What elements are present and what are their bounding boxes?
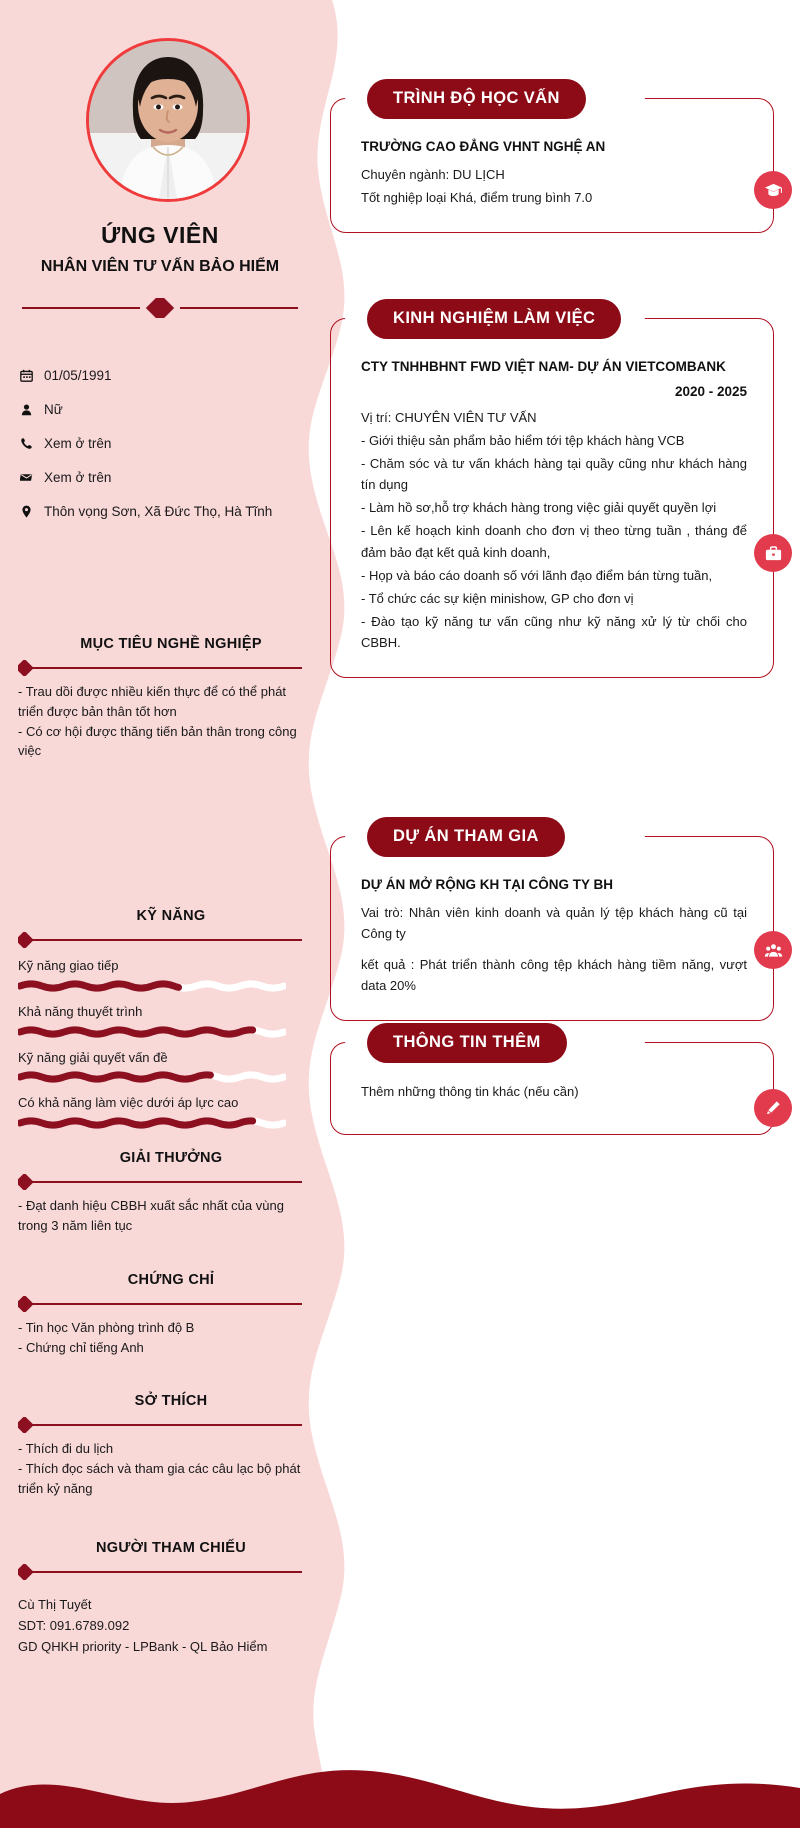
skill-item xyxy=(18,1048,302,1084)
skills-title: KỸ NĂNG xyxy=(136,908,206,924)
extra-pill-title: THÔNG TIN THÊM xyxy=(367,1023,567,1063)
objective-line: - Có cơ hội được thăng tiến bản thân trong công việc xyxy=(18,723,297,759)
certificate-line: - Tin học Văn phòng trình độ B xyxy=(18,1320,195,1335)
education-major: Chuyên ngành: DU LỊCH xyxy=(361,167,505,183)
people-group-icon xyxy=(754,931,792,969)
hobby-line: - Thích đi du lịch xyxy=(18,1441,114,1456)
skill-label: Kỹ năng giải quyết vấn đề xyxy=(18,1049,168,1065)
references-header xyxy=(18,1540,302,1570)
contact-item-email xyxy=(18,470,308,487)
award-line: - Đạt danh hiệu CBBH xuất sắc nhất của vùng trong 3 năm liên tục xyxy=(18,1198,284,1233)
graduation-cap-icon xyxy=(754,171,792,209)
person-icon xyxy=(18,402,34,416)
objective-title: MỤC TIÊU NGHỀ NGHIỆP xyxy=(80,636,262,652)
certificates-body xyxy=(18,1318,302,1358)
reference-line: SDT: 091.6789.092 xyxy=(18,1618,130,1634)
education-pill-title: TRÌNH ĐỘ HỌC VẤN xyxy=(367,79,586,119)
contact-item-gender xyxy=(18,402,308,419)
skill-label: Kỹ năng giao tiếp xyxy=(18,958,119,973)
skills-header xyxy=(18,908,302,938)
awards-header xyxy=(18,1150,302,1180)
skill-label: Có khả năng làm việc dưới áp lực cao xyxy=(18,1095,239,1111)
section-education xyxy=(322,89,774,233)
candidate-photo xyxy=(86,38,250,202)
contact-item-birthdate xyxy=(18,368,308,385)
extra-line: Thêm những thông tin khác (nếu cần) xyxy=(361,1084,579,1099)
pen-icon xyxy=(754,1089,792,1127)
contact-value: 01/05/1991 xyxy=(44,368,112,383)
skill-item xyxy=(18,1093,302,1129)
experience-card xyxy=(330,309,774,678)
certificates-title: CHỨNG CHỈ xyxy=(127,1272,215,1288)
contact-value: Xem ở trên xyxy=(44,435,112,451)
skill-progress-bar xyxy=(18,1117,286,1129)
section-divider xyxy=(18,1174,302,1190)
project-line: kết quả : Phát triển thành công tệp khách hàng tiềm năng, vượt data 20% xyxy=(361,957,747,994)
experience-bullet: - Giới thiệu sản phẩm bảo hiểm tới tệp khách hàng VCB xyxy=(361,433,685,449)
experience-date: 2020 - 2025 xyxy=(674,384,747,400)
section-divider xyxy=(18,1417,302,1433)
location-pin-icon xyxy=(18,504,34,518)
skill-item xyxy=(18,956,302,992)
skill-progress-bar xyxy=(18,1026,286,1038)
hobbies-header xyxy=(18,1393,302,1423)
experience-bullet: - Làm hồ sơ,hỗ trợ khách hàng trong việc giải quyết quyền lợi xyxy=(361,500,717,516)
section-divider xyxy=(18,932,302,948)
calendar-icon xyxy=(18,368,34,382)
certificates-header xyxy=(18,1272,302,1302)
projects-pill-title: DỰ ÁN THAM GIA xyxy=(367,817,565,857)
experience-pill-title: KINH NGHIỆM LÀM VIỆC xyxy=(367,299,621,339)
education-card xyxy=(330,89,774,233)
awards-title: GIẢI THƯỞNG xyxy=(119,1150,223,1166)
section-skills xyxy=(18,908,302,1139)
education-school: TRƯỜNG CAO ĐẲNG VHNT NGHỆ AN xyxy=(361,139,606,154)
objective-body xyxy=(18,682,302,761)
section-references xyxy=(18,1540,302,1657)
bottom-wave-decoration xyxy=(0,1758,800,1828)
experience-company: CTY TNHHBHNT FWD VIỆT NAM- DỰ ÁN VIETCOMBANK xyxy=(361,359,726,374)
candidate-role: NHÂN VIÊN TƯ VẤN BẢO HIỂM xyxy=(40,258,280,275)
candidate-name: ỨNG VIÊN xyxy=(101,222,219,248)
section-awards xyxy=(18,1150,302,1236)
project-line: Vai trò: Nhân viên kinh doanh và quản lý tệp khách hàng cũ tại Công ty xyxy=(361,905,747,942)
projects-card xyxy=(330,827,774,1021)
section-projects xyxy=(322,827,774,1021)
briefcase-icon xyxy=(754,534,792,572)
experience-bullet: - Họp và báo cáo doanh số với lãnh đạo điểm bán từng tuần, xyxy=(361,567,713,583)
skill-progress-bar xyxy=(18,1071,286,1083)
contact-item-phone xyxy=(18,436,308,453)
skill-progress-bar xyxy=(18,980,286,992)
name-divider xyxy=(22,298,298,318)
experience-position: Vị trí: CHUYÊN VIÊN TƯ VẤN xyxy=(361,410,537,426)
reference-line: GD QHKH priority - LPBank - QL Bảo Hiểm xyxy=(18,1639,268,1655)
contact-value: Thôn vọng Sơn, Xã Đức Thọ, Hà Tĩnh xyxy=(44,503,273,519)
references-title: NGƯỜI THAM CHIẾU xyxy=(95,1540,247,1556)
experience-bullet: - Tổ chức các sự kiện minishow, GP cho đơn vị xyxy=(361,590,634,606)
project-title: DỰ ÁN MỞ RỘNG KH TẠI CÔNG TY BH xyxy=(361,877,613,892)
hobbies-title: SỞ THÍCH xyxy=(134,1393,208,1409)
education-result: Tốt nghiệp loại Khá, điểm trung bình 7.0 xyxy=(361,190,593,206)
section-divider xyxy=(18,1564,302,1580)
objective-line: - Trau dồi được nhiều kiến thực để có thể phát triển được bản thân tốt hơn xyxy=(18,684,287,719)
experience-bullet: - Lên kế hoạch kinh doanh cho đơn vị theo từng tuần , tháng để đảm bảo đạt kết quả kinh doanh, xyxy=(361,523,747,560)
experience-bullet: - Chăm sóc và tư vấn khách hàng tại quầy cũng như khách hàng tín dụng xyxy=(361,456,747,493)
certificate-line: - Chứng chỉ tiếng Anh xyxy=(18,1339,144,1355)
contact-list xyxy=(18,368,308,537)
section-experience xyxy=(322,309,774,678)
skills-list xyxy=(18,956,302,1129)
objective-header xyxy=(18,636,302,666)
section-divider xyxy=(18,660,302,676)
contact-value: Nữ xyxy=(44,401,63,417)
references-body xyxy=(18,1594,302,1657)
section-extra xyxy=(322,1033,774,1135)
experience-bullet: - Đào tạo kỹ năng tư vấn cũng như kỹ năng xử lý từ chối cho CBBH. xyxy=(361,613,747,650)
contact-item-address xyxy=(18,504,308,521)
contact-value: Xem ở trên xyxy=(44,469,112,485)
envelope-icon xyxy=(18,470,34,484)
section-certificates xyxy=(18,1272,302,1358)
hobby-line: - Thích đọc sách và tham gia các câu lạc bộ phát triển kỷ năng xyxy=(18,1460,301,1496)
phone-icon xyxy=(18,436,34,450)
hobbies-body xyxy=(18,1439,302,1498)
extra-card xyxy=(330,1033,774,1135)
reference-line: Cù Thị Tuyết xyxy=(18,1597,92,1612)
skill-item xyxy=(18,1002,302,1038)
section-hobbies xyxy=(18,1393,302,1498)
awards-body xyxy=(18,1196,302,1236)
section-divider xyxy=(18,1296,302,1312)
section-objective xyxy=(18,636,302,761)
skill-label: Khả năng thuyết trình xyxy=(18,1003,143,1019)
